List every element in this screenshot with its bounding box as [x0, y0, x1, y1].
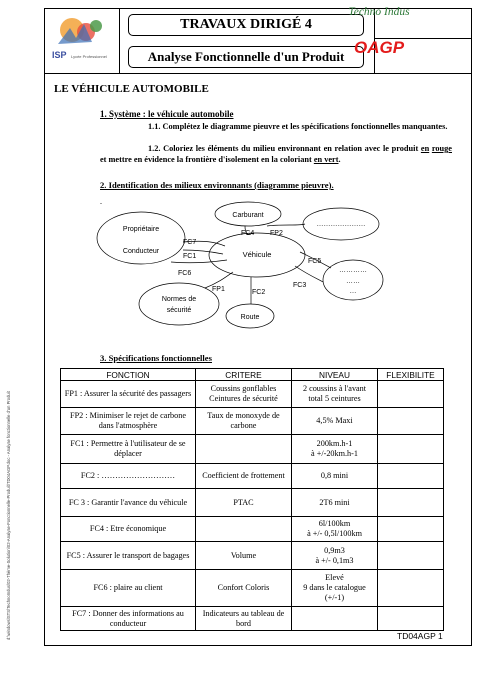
- diagram-link-label-fc1: FC1: [183, 253, 197, 260]
- cell-flexibilite: [378, 542, 444, 570]
- diagram-link-label-fp1: FP1: [212, 286, 225, 293]
- table-row: [61, 570, 444, 607]
- cell-critere: [196, 517, 292, 542]
- diagram-center-label: Véhicule: [242, 250, 272, 259]
- logo-text: ISP: [52, 50, 67, 60]
- link-fp2: [267, 224, 305, 226]
- cell-fonction: FP2 : Minimiser le rejet de carbone dans l'atmosphère: [61, 408, 196, 435]
- cell-niveau: 2 coussins à l'avant total 5 ceintures: [292, 381, 378, 408]
- link-fc6: [171, 260, 227, 263]
- cell-niveau: [292, 607, 378, 631]
- cell-fonction: FC4 : Etre économique: [61, 517, 196, 542]
- diagram-node-proprietaire: [97, 212, 185, 264]
- table-row: [61, 542, 444, 570]
- system-heading: 1. Système : le véhicule automobile: [100, 109, 234, 119]
- diagram-label-proprietaire: Propriétaire: [122, 226, 160, 233]
- cell-niveau: 4,5% Maxi: [292, 408, 378, 435]
- diagram-link-label-fc3: FC3: [293, 282, 307, 289]
- cell-critere: Confort Coloris: [196, 570, 292, 607]
- col-niveau: NIVEAU: [292, 369, 378, 381]
- cell-niveau: 2T6 mini: [292, 489, 378, 517]
- diagram-label-route: Route: [240, 314, 260, 321]
- table-header-row: [61, 369, 444, 381]
- table-row: [61, 408, 444, 435]
- cell-fonction: FP1 : Assurer la sécurité des passagers: [61, 381, 196, 408]
- diagram-label-blank-right-2: ……: [346, 278, 360, 285]
- cell-flexibilite: [378, 464, 444, 489]
- cell-fonction: FC 3 : Garantir l'avance du véhicule: [61, 489, 196, 517]
- cell-fonction: FC1 : Permettre à l'utilisateur de se déplacer: [61, 435, 196, 464]
- instruction-1-2: 1.2. Coloriez les éléments du milieu environnant en relation avec le produit en rouge et mettre en évidence la frontière d'isolement en la coloriant en vert.: [100, 144, 452, 164]
- table-row: [61, 381, 444, 408]
- file-path-margin-text: d:\windows\STS\TechnoIndus\02-Thème-Solution\02-Analyse-Fonctionnelle-Produit\TD04AGP.doc - Analyse fonctionnelle d'un Produit: [6, 391, 11, 640]
- cell-flexibilite: [378, 607, 444, 631]
- diagram-heading: 2. Identification des milieux environnants (diagramme pieuvre).: [100, 180, 334, 190]
- cell-critere: Coussins gonflables Ceintures de sécurité: [196, 381, 292, 408]
- cell-flexibilite: [378, 381, 444, 408]
- cell-flexibilite: [378, 517, 444, 542]
- cell-niveau: 200km.h-1 à +/-20km.h-1: [292, 435, 378, 464]
- instruction-1-1: 1.1. Complétez le diagramme pieuvre et les spécifications fonctionnelles manquantes.: [148, 122, 448, 131]
- cell-niveau: Elevé 9 dans le catalogue (+/-1): [292, 570, 378, 607]
- cell-niveau: 0,8 mini: [292, 464, 378, 489]
- diagram-link-label-fc6: FC6: [178, 270, 192, 277]
- table-row: [61, 517, 444, 542]
- diagram-label-blank-top: …………………: [316, 221, 366, 228]
- logo: [44, 8, 120, 74]
- section-title: LE VÉHICULE AUTOMOBILE: [54, 83, 209, 95]
- cell-flexibilite: [378, 489, 444, 517]
- diagram-label-blank-right-3: …: [349, 288, 357, 295]
- cell-critere: Coefficient de frottement: [196, 464, 292, 489]
- cell-niveau: 0,9m3 à +/- 0,1m3: [292, 542, 378, 570]
- page-title: TRAVAUX DIRIGÉ 4: [128, 14, 364, 36]
- col-flexibilite: FLEXIBILITE: [378, 369, 444, 381]
- logo-subtext: Lycée Professionnel: [71, 54, 107, 59]
- cell-fonction: FC2 : ………………………: [61, 464, 196, 489]
- col-fonction: FONCTION: [61, 369, 196, 381]
- diagram-label-blank-right-1: …………: [339, 267, 367, 274]
- diagram-link-label-fp2: FP2: [270, 230, 283, 237]
- diagram-node-normes: [139, 283, 219, 325]
- table-row: [61, 489, 444, 517]
- col-critere: CRITERE: [196, 369, 292, 381]
- stray-dot: .: [100, 197, 102, 206]
- brand-name: Techno Indus: [348, 6, 410, 18]
- table-row: [61, 464, 444, 489]
- cell-critere: [196, 435, 292, 464]
- cell-fonction: FC5 : Assurer le transport de bagages: [61, 542, 196, 570]
- diagram-link-label-fc4: FC4: [241, 230, 255, 237]
- diagram-label-conducteur: Conducteur: [122, 248, 160, 255]
- spec-table: [60, 368, 444, 631]
- diagram-link-label-fc7: FC7: [183, 239, 197, 246]
- cell-flexibilite: [378, 570, 444, 607]
- cell-fonction: FC6 : plaire au client: [61, 570, 196, 607]
- diagram-label-normes-1: Normes de: [161, 296, 197, 303]
- isp-logo-icon: [44, 8, 120, 74]
- cell-critere: Indicateurs au tableau de bord: [196, 607, 292, 631]
- page-subtitle: Analyse Fonctionnelle d'un Produit: [128, 46, 364, 68]
- diagram-label-normes-2: sécurité: [166, 307, 192, 314]
- table-row: [61, 435, 444, 464]
- link-fc3: [295, 266, 323, 282]
- cell-critere: PTAC: [196, 489, 292, 517]
- cell-flexibilite: [378, 408, 444, 435]
- cell-critere: Volume: [196, 542, 292, 570]
- pieuvre-diagram: [95, 200, 385, 340]
- cell-flexibilite: [378, 435, 444, 464]
- table-row: [61, 607, 444, 631]
- diagram-link-label-fc5: FC5: [308, 258, 322, 265]
- footer-ref: TD04AGP 1: [397, 631, 443, 641]
- cell-niveau: 6l/100km à +/- 0,5l/100km: [292, 517, 378, 542]
- cell-fonction: FC7 : Donner des informations au conducteur: [61, 607, 196, 631]
- diagram-link-label-fc2: FC2: [252, 289, 266, 296]
- brand-code: OAGP: [353, 38, 405, 57]
- diagram-label-carburant: Carburant: [232, 212, 264, 219]
- cell-critere: Taux de monoxyde de carbone: [196, 408, 292, 435]
- spec-heading: 3. Spécifications fonctionnelles: [100, 353, 212, 363]
